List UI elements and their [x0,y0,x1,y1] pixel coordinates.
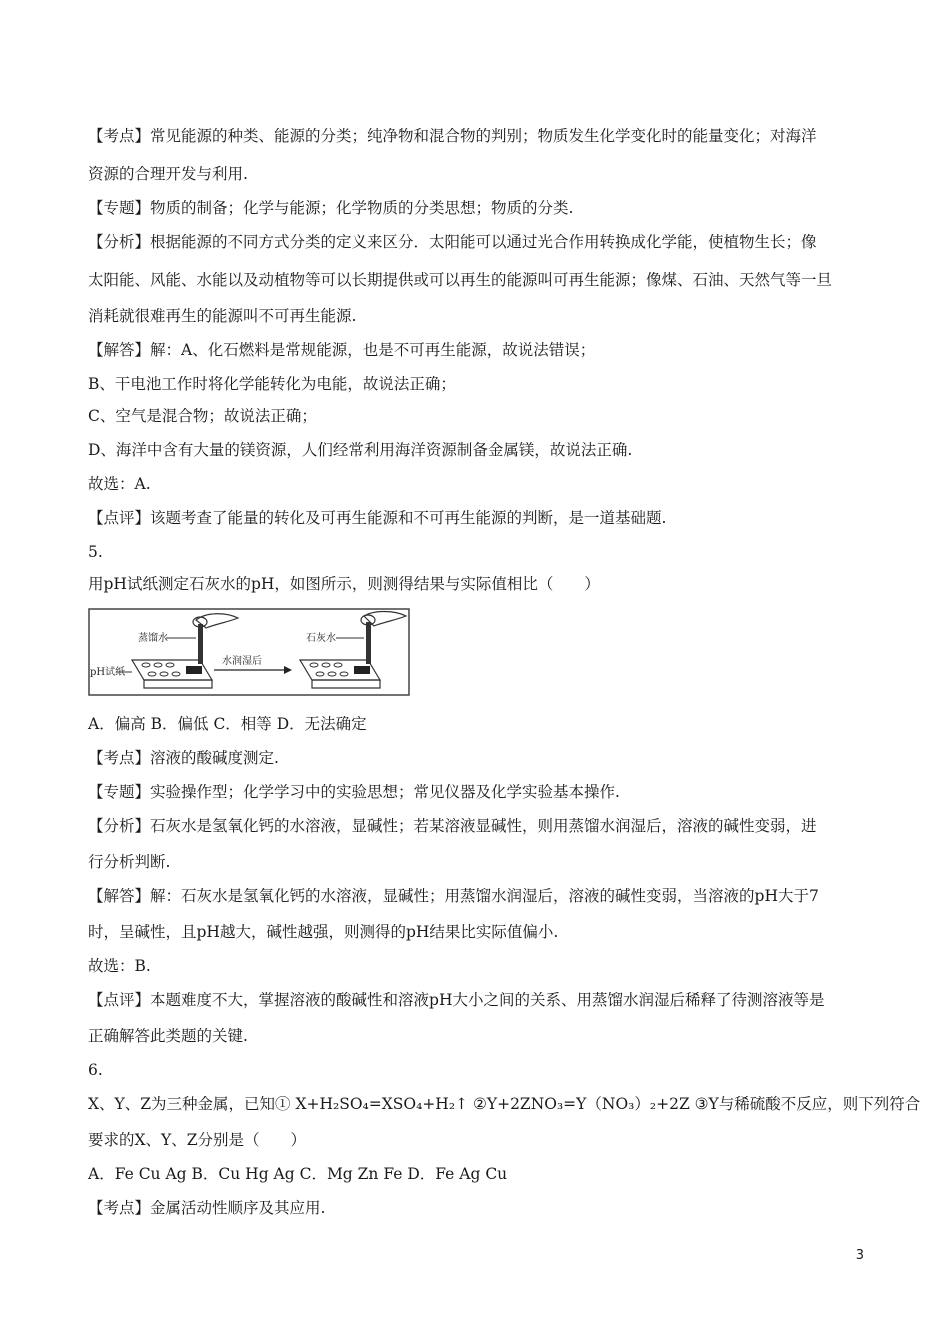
q4-kaodian-line1 [88,126,817,146]
zhuanti-text: 物质的制备；化学与能源；化学物质的分类思想；物质的分类. [150,199,574,217]
q4-jieda [88,340,595,360]
dianping-text: 本题难度不大，掌握溶液的酸碱性和溶液pH大小之间的关系、用蒸馏水润湿后稀释了待测溶液等是 [150,991,825,1009]
q5-number: 5. [88,543,103,561]
kaodian-text: 金属活动性顺序及其应用. [150,1199,326,1217]
q5-dianping-line2: 正确解答此类题的关键. [88,1027,248,1045]
q5-stem: 用pH试纸测定石灰水的pH，如图所示，则测得结果与实际值相比（ ） [88,575,600,593]
q4-zhuanti [88,198,573,218]
q5-options: A．偏高 B．偏低 C．相等 D．无法确定 [88,715,367,733]
q4-fenxi-line2: 太阳能、风能、水能以及动植物等可以长期提供或可以再生的能源叫可再生能源；像煤、石油、天然气等一旦 [88,271,833,289]
fenxi-label: 【分析】 [88,817,151,835]
label-wet: 水润湿后 [222,656,262,667]
dianping-label: 【点评】 [88,509,151,527]
jieda-label: 【解答】 [88,887,151,905]
kaodian-label: 【考点】 [88,749,151,767]
kaodian-label: 【考点】 [88,127,151,145]
label-lime: 石灰水 [306,633,336,644]
q5-dianping-line1 [88,990,824,1010]
fenxi-text: 根据能源的不同方式分类的定义来区分．太阳能可以通过光合作用转换成化学能，使植物生长；像 [150,233,817,251]
ph-test-figure [88,608,410,696]
q4-fenxi-line1 [88,232,817,252]
kaodian-text: 溶液的酸碱度测定. [150,749,279,767]
page-number: 3 [855,1248,864,1263]
zhuanti-label: 【专题】 [88,199,151,217]
q5-answer: 故选：B. [88,957,151,975]
q5-fenxi-line1 [88,816,817,836]
zhuanti-label: 【专题】 [88,783,151,801]
dianping-text: 该题考查了能量的转化及可再生能源和不可再生能源的判断，是一道基础题. [150,509,667,527]
label-water: 蒸馏水 [138,633,168,644]
dianping-label: 【点评】 [88,991,151,1009]
q5-fenxi-line2: 行分析判断. [88,853,171,871]
q6-number: 6. [88,1061,103,1079]
kaodian-text: 常见能源的种类、能源的分类；纯净物和混合物的判别；物质发生化学变化时的能量变化；对海洋 [150,127,817,145]
q5-jieda-line2: 时，呈碱性，且pH越大，碱性越强，则测得的pH结果比实际值偏小. [88,923,559,941]
jieda-text: 解：石灰水是氢氧化钙的水溶液，显碱性；用蒸馏水润湿后，溶液的碱性变弱，当溶液的pH大于7 [150,887,819,905]
q4-answer: 故选：A. [88,475,151,493]
q6-stem-line2: 要求的X、Y、Z分别是（ ） [88,1131,307,1149]
kaodian-label: 【考点】 [88,1199,151,1217]
q5-jieda-line1 [88,886,819,906]
q4-fenxi-line3: 消耗就很难再生的能源叫不可再生能源. [88,307,357,325]
q4-line-b: B、干电池工作时将化学能转化为电能，故说法正确； [88,375,456,393]
fenxi-text: 石灰水是氢氧化钙的水溶液，显碱性；若某溶液显碱性，则用蒸馏水润湿后，溶液的碱性变弱，进 [150,817,817,835]
fenxi-label: 【分析】 [88,233,151,251]
q4-dianping [88,508,666,528]
q4-line-d: D、海洋中含有大量的镁资源，人们经常利用海洋资源制备金属镁，故说法正确. [88,441,633,459]
zhuanti-text: 实验操作型；化学学习中的实验思想；常见仪器及化学实验基本操作. [150,783,620,801]
label-paper: pH试纸 [90,667,126,678]
q6-stem-line1: X、Y、Z为三种金属，已知① X+H₂SO₄=XSO₄+H₂↑ ②Y+2ZNO₃=Y（NO₃）₂+2Z ③Y与稀硫酸不反应，则下列符合 [88,1095,921,1113]
q6-options: A．Fe Cu Ag B．Cu Hg Ag C．Mg Zn Fe D．Fe Ag Cu [88,1165,508,1183]
jieda-label: 【解答】 [88,341,151,359]
q5-zhuanti [88,782,620,802]
jieda-text: 解：A、化石燃料是常规能源，也是不可再生能源，故说法错误； [150,341,596,359]
q4-line-c: C、空气是混合物；故说法正确； [88,407,317,425]
q4-kaodian-line2: 资源的合理开发与利用. [88,165,248,183]
q6-kaodian [88,1198,325,1218]
q5-kaodian [88,748,279,768]
